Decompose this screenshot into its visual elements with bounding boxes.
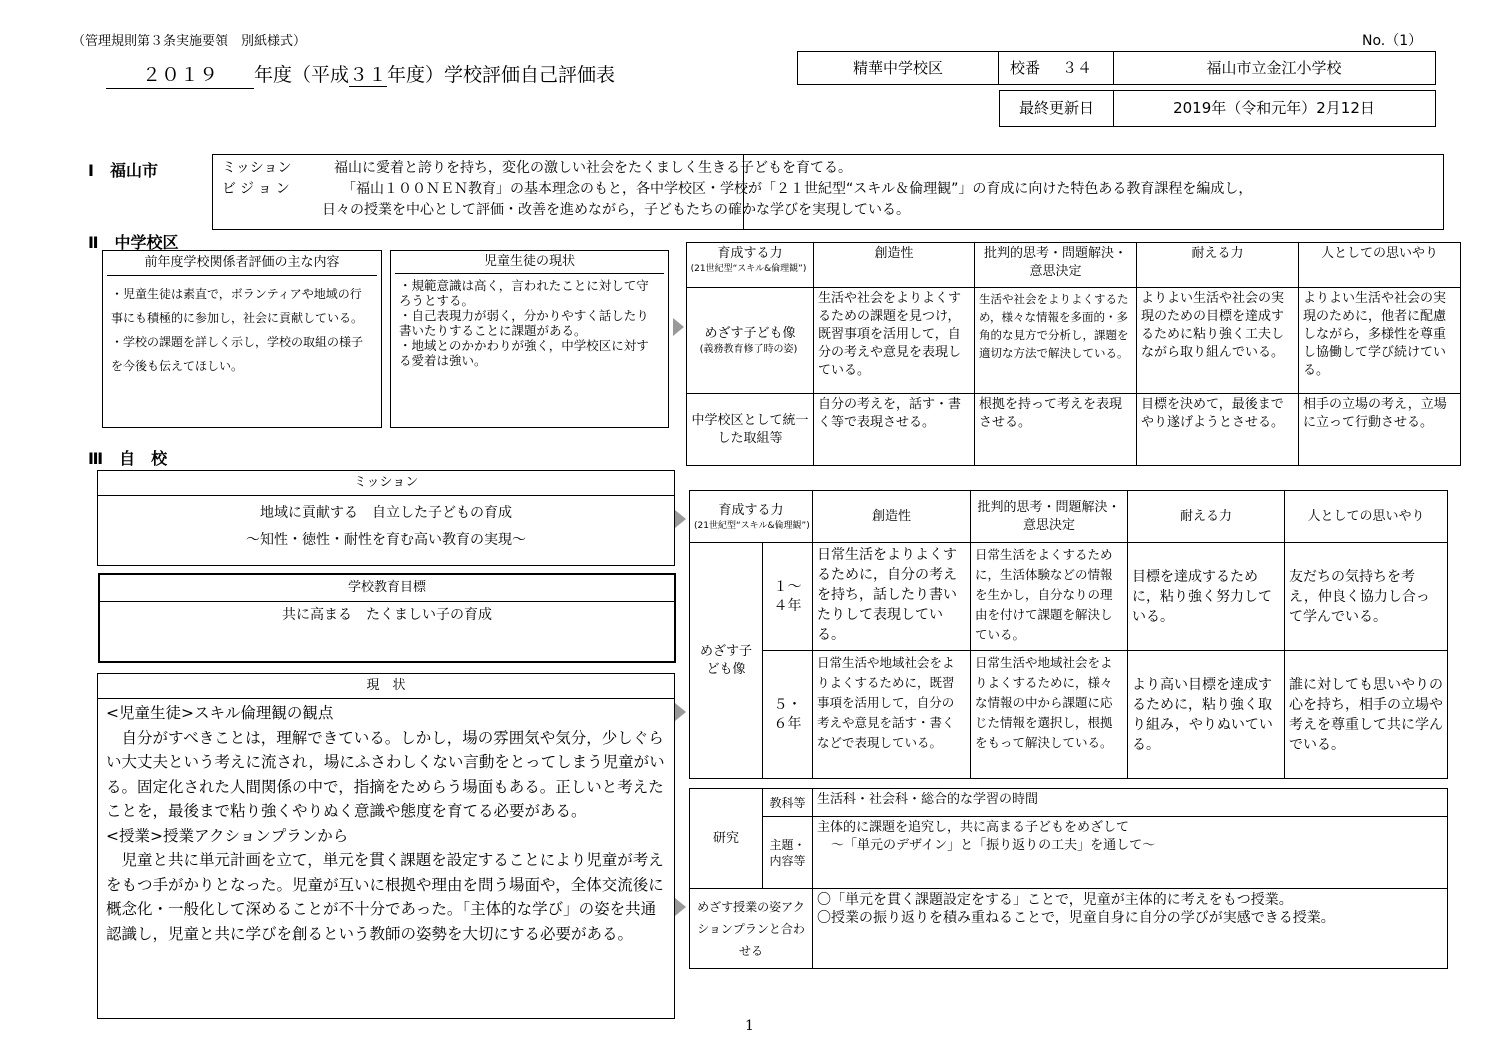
research-table	[689, 788, 1448, 969]
prev-eval-box	[102, 250, 382, 428]
research-theme	[813, 817, 1448, 889]
school-header-ability: 育成する力 (21世紀型“スキル&倫理観”)	[690, 491, 813, 543]
district-unified-label: 中学校区として統一した取組等	[687, 394, 814, 466]
grade-5-6-critical-thinking: 日常生活や地域社会をよりよくするために，様々な情報の中から課題に応じた情報を選択し，根拠をもって解決している。	[971, 651, 1128, 779]
district-name: 精華中学校区	[798, 52, 999, 84]
form-note: （管理規則第３条実施要領 別紙様式）	[72, 34, 307, 49]
updated-label: 最終更新日	[1000, 91, 1114, 126]
arrow-right-icon	[675, 703, 686, 721]
title-heisei-year: ３１	[349, 64, 388, 86]
school-name: 福山市立金江小学校	[1206, 59, 1342, 77]
page-number: No.（1）	[1362, 33, 1423, 49]
section-3-label: Ⅲ 自 校	[88, 449, 168, 468]
school-number: 校番 ３４	[998, 52, 1114, 84]
title-mid: 年度（平成	[254, 64, 350, 86]
school-header-endurance: 耐える力	[1128, 491, 1285, 543]
updated-date: 2019年（令和元年）2月12日	[1173, 99, 1375, 117]
grade-1-4-creativity: 日常生活をよりよくするために，自分の考えを持ち，話したり書いたりして表現している。	[813, 543, 971, 651]
district-table	[686, 242, 1461, 466]
grade-1-4-label: １～４年	[763, 543, 813, 651]
title-year: ２０１９	[106, 62, 254, 89]
district-aim-creativity: 生活や社会をよりよくするための課題を見つけ，既習事項を活用して，自分の考えや意見を表現している。	[814, 288, 975, 394]
action-plan-line-2: 〇授業の振り返りを積み重ねることで，児童自身に自分の学びが実感できる授業。	[817, 910, 1335, 926]
school-aim-label: めざす子ども像	[690, 543, 763, 779]
district-aim-compassion: よりよい生活や社会の実現のために，他者に配慮しながら，多様性を尊重し協働して学び続けている。	[1299, 288, 1461, 394]
school-goal-title: 学校教育目標	[100, 575, 674, 602]
school-header-creativity: 創造性	[813, 491, 971, 543]
school-goal-text: 共に高まる たくましい子の育成	[282, 607, 492, 623]
school-mission-line-2: ～知性・徳性・耐性を育む高い教育の実現～	[246, 532, 526, 548]
school-goal-box	[98, 573, 676, 663]
school-info-box	[797, 51, 1436, 85]
city-vision-label: ビジョン	[222, 181, 294, 197]
research-subject: 生活科・社会科・総合的な学習の時間	[813, 789, 1448, 817]
grade-1-4-endurance: 目標を達成するために，粘り強く努力している。	[1128, 543, 1285, 651]
school-mission-box	[97, 470, 675, 566]
page-title	[106, 62, 615, 89]
title-end: 年度）学校評価自己評価表	[387, 64, 616, 86]
student-status-title: 児童生徒の現状	[395, 251, 664, 274]
school-mission-line-1: 地域に貢献する 自立した子どもの育成	[260, 505, 512, 521]
district-aim-endurance: よりよい生活や社会の実現のための目標を達成するために粘り強く工夫しながら取り組んでいる。	[1137, 288, 1299, 394]
district-header-ability: 育成する力 (21世紀型“スキル&倫理観”)	[687, 243, 814, 288]
arrow-right-icon	[673, 318, 684, 336]
grade-5-6-label: ５・６年	[763, 651, 813, 779]
research-theme-line-1: 主体的に課題を追究し，共に高まる子どもをめざして	[817, 820, 1130, 835]
district-header-compassion: 人としての思いやり	[1299, 243, 1461, 288]
section-2-label: Ⅱ 中学校区	[88, 233, 179, 252]
school-table	[689, 490, 1448, 779]
district-header-endurance: 耐える力	[1137, 243, 1299, 288]
grade-5-6-creativity: 日常生活や地域社会をよりよくするために，既習事項を活用して，自分の考えや意見を話す・書くなどで表現している。	[813, 651, 971, 779]
current-status-title: 現 状	[98, 674, 674, 699]
arrow-right-icon	[675, 898, 686, 916]
grade-1-4-compassion: 友だちの気持ちを考え，仲良く協力し合って学んでいる。	[1285, 543, 1448, 651]
district-unified-critical-thinking: 根拠を持って考えを表現させる。	[975, 394, 1137, 466]
student-status-body: ・規範意識は高く，言われたことに対して守ろうとする。 ・自己表現力が弱く，分かりやすく話したり書いたりすることに課題がある。 ・地域とのかかわりが強く，中学校区に対する愛着は強い。	[399, 278, 649, 368]
city-mission-label: ミッション	[222, 160, 292, 176]
district-unified-creativity: 自分の考えを，話す・書く等で表現させる。	[814, 394, 975, 466]
page-footer-number: 1	[745, 1018, 754, 1034]
research-theme-label: 主題・内容等	[763, 817, 813, 889]
district-aim-critical-thinking: 生活や社会をよりよくするため，様々な情報を多面的・多角的な見方で分析し，課題を適切な方法で解決している。	[975, 288, 1137, 394]
city-mission-text: 福山に愛着と誇りを持ち，変化の激しい社会をたくましく生きる子どもを育てる。	[334, 160, 852, 176]
action-plan-label: めざす授業の姿アクションプランと合わせる	[690, 889, 813, 969]
grade-5-6-endurance: より高い目標を達成するために，粘り強く取り組み，やりぬいている。	[1128, 651, 1285, 779]
current-status-body: <児童生徒>スキル倫理観の観点 自分がすべきことは，理解できている。しかし，場の雰囲気や気分，少しぐらい大丈夫という考えに流され，場にふさわしくない言動をとってしまう児童がいる。固定化された人間関係の中で，指摘をためらう場面もある。正しいと考えたことを，最後まで粘り強くやりぬく意識や態度を育てる必要がある。 <授業>授業アクションプランから 児童と共に単元計画を立て，単元を貫く課題を設定することにより児童が考えをもつ手がかりとなった。児童が互いに根拠や理由を問う場面や，全体交流後に概念化・一般化して深めることが不十分であった。「主体的な学び」の姿を共通認識し，児童と共に学びを創るという教師の姿勢を大切にする必要がある。	[106, 704, 665, 943]
district-header-critical-thinking: 批判的思考・問題解決・意思決定	[975, 243, 1137, 288]
research-subject-label: 教科等	[763, 789, 813, 817]
action-plan-line-1: 〇「単元を貫く課題設定をする」ことで，児童が主体的に考えをもつ授業。	[817, 892, 1293, 908]
prev-eval-title: 前年度学校関係者評価の主な内容	[107, 251, 377, 276]
research-theme-line-2: ～「単元のデザイン」と「振り返りの工夫」を通して～	[831, 838, 1156, 853]
student-status-box	[390, 250, 669, 428]
grade-1-4-critical-thinking: 日常生活をよくするために，生活体験などの情報を生かし，自分なりの理由を付けて課題を解決している。	[971, 543, 1128, 651]
research-label: 研究	[690, 789, 763, 889]
grade-5-6-compassion: 誰に対しても思いやりの心を持ち，相手の立場や考えを尊重して共に学んでいる。	[1285, 651, 1448, 779]
district-unified-endurance: 目標を決めて，最後までやり遂げようとさせる。	[1137, 394, 1299, 466]
district-aim-label: めざす子ども像 (義務教育修了時の姿)	[687, 288, 814, 394]
prev-eval-body: ・児童生徒は素直で，ボランティアや地域の行事にも積極的に参加し，社会に貢献している。 ・学校の課題を詳しく示し，学校の取組の様子を今後も伝えてほしい。	[111, 287, 364, 373]
updated-box	[999, 90, 1436, 127]
school-mission-title: ミッション	[98, 471, 674, 496]
city-box-frame	[212, 154, 1444, 230]
arrow-right-icon	[675, 510, 686, 528]
school-header-critical-thinking: 批判的思考・問題解決・意思決定	[971, 491, 1128, 543]
current-status-box	[97, 673, 675, 1019]
city-vision-text-2: 日々の授業を中心として評価・改善を進めながら，子どもたちの確かな学びを実現している。	[322, 202, 910, 218]
city-vision-text-1: 「福山１００ＮＥＮ教育」の基本理念のもと，各中学校区・学校が「２１世紀型“スキル＆倫理観”」の育成に向けた特色ある教育課程を編成し，	[342, 181, 1253, 197]
district-header-creativity: 創造性	[814, 243, 975, 288]
section-1-label: Ⅰ 福山市	[88, 161, 158, 180]
district-unified-compassion: 相手の立場の考え，立場に立って行動させる。	[1299, 394, 1461, 466]
school-header-compassion: 人としての思いやり	[1285, 491, 1448, 543]
action-plan-text	[813, 889, 1448, 969]
